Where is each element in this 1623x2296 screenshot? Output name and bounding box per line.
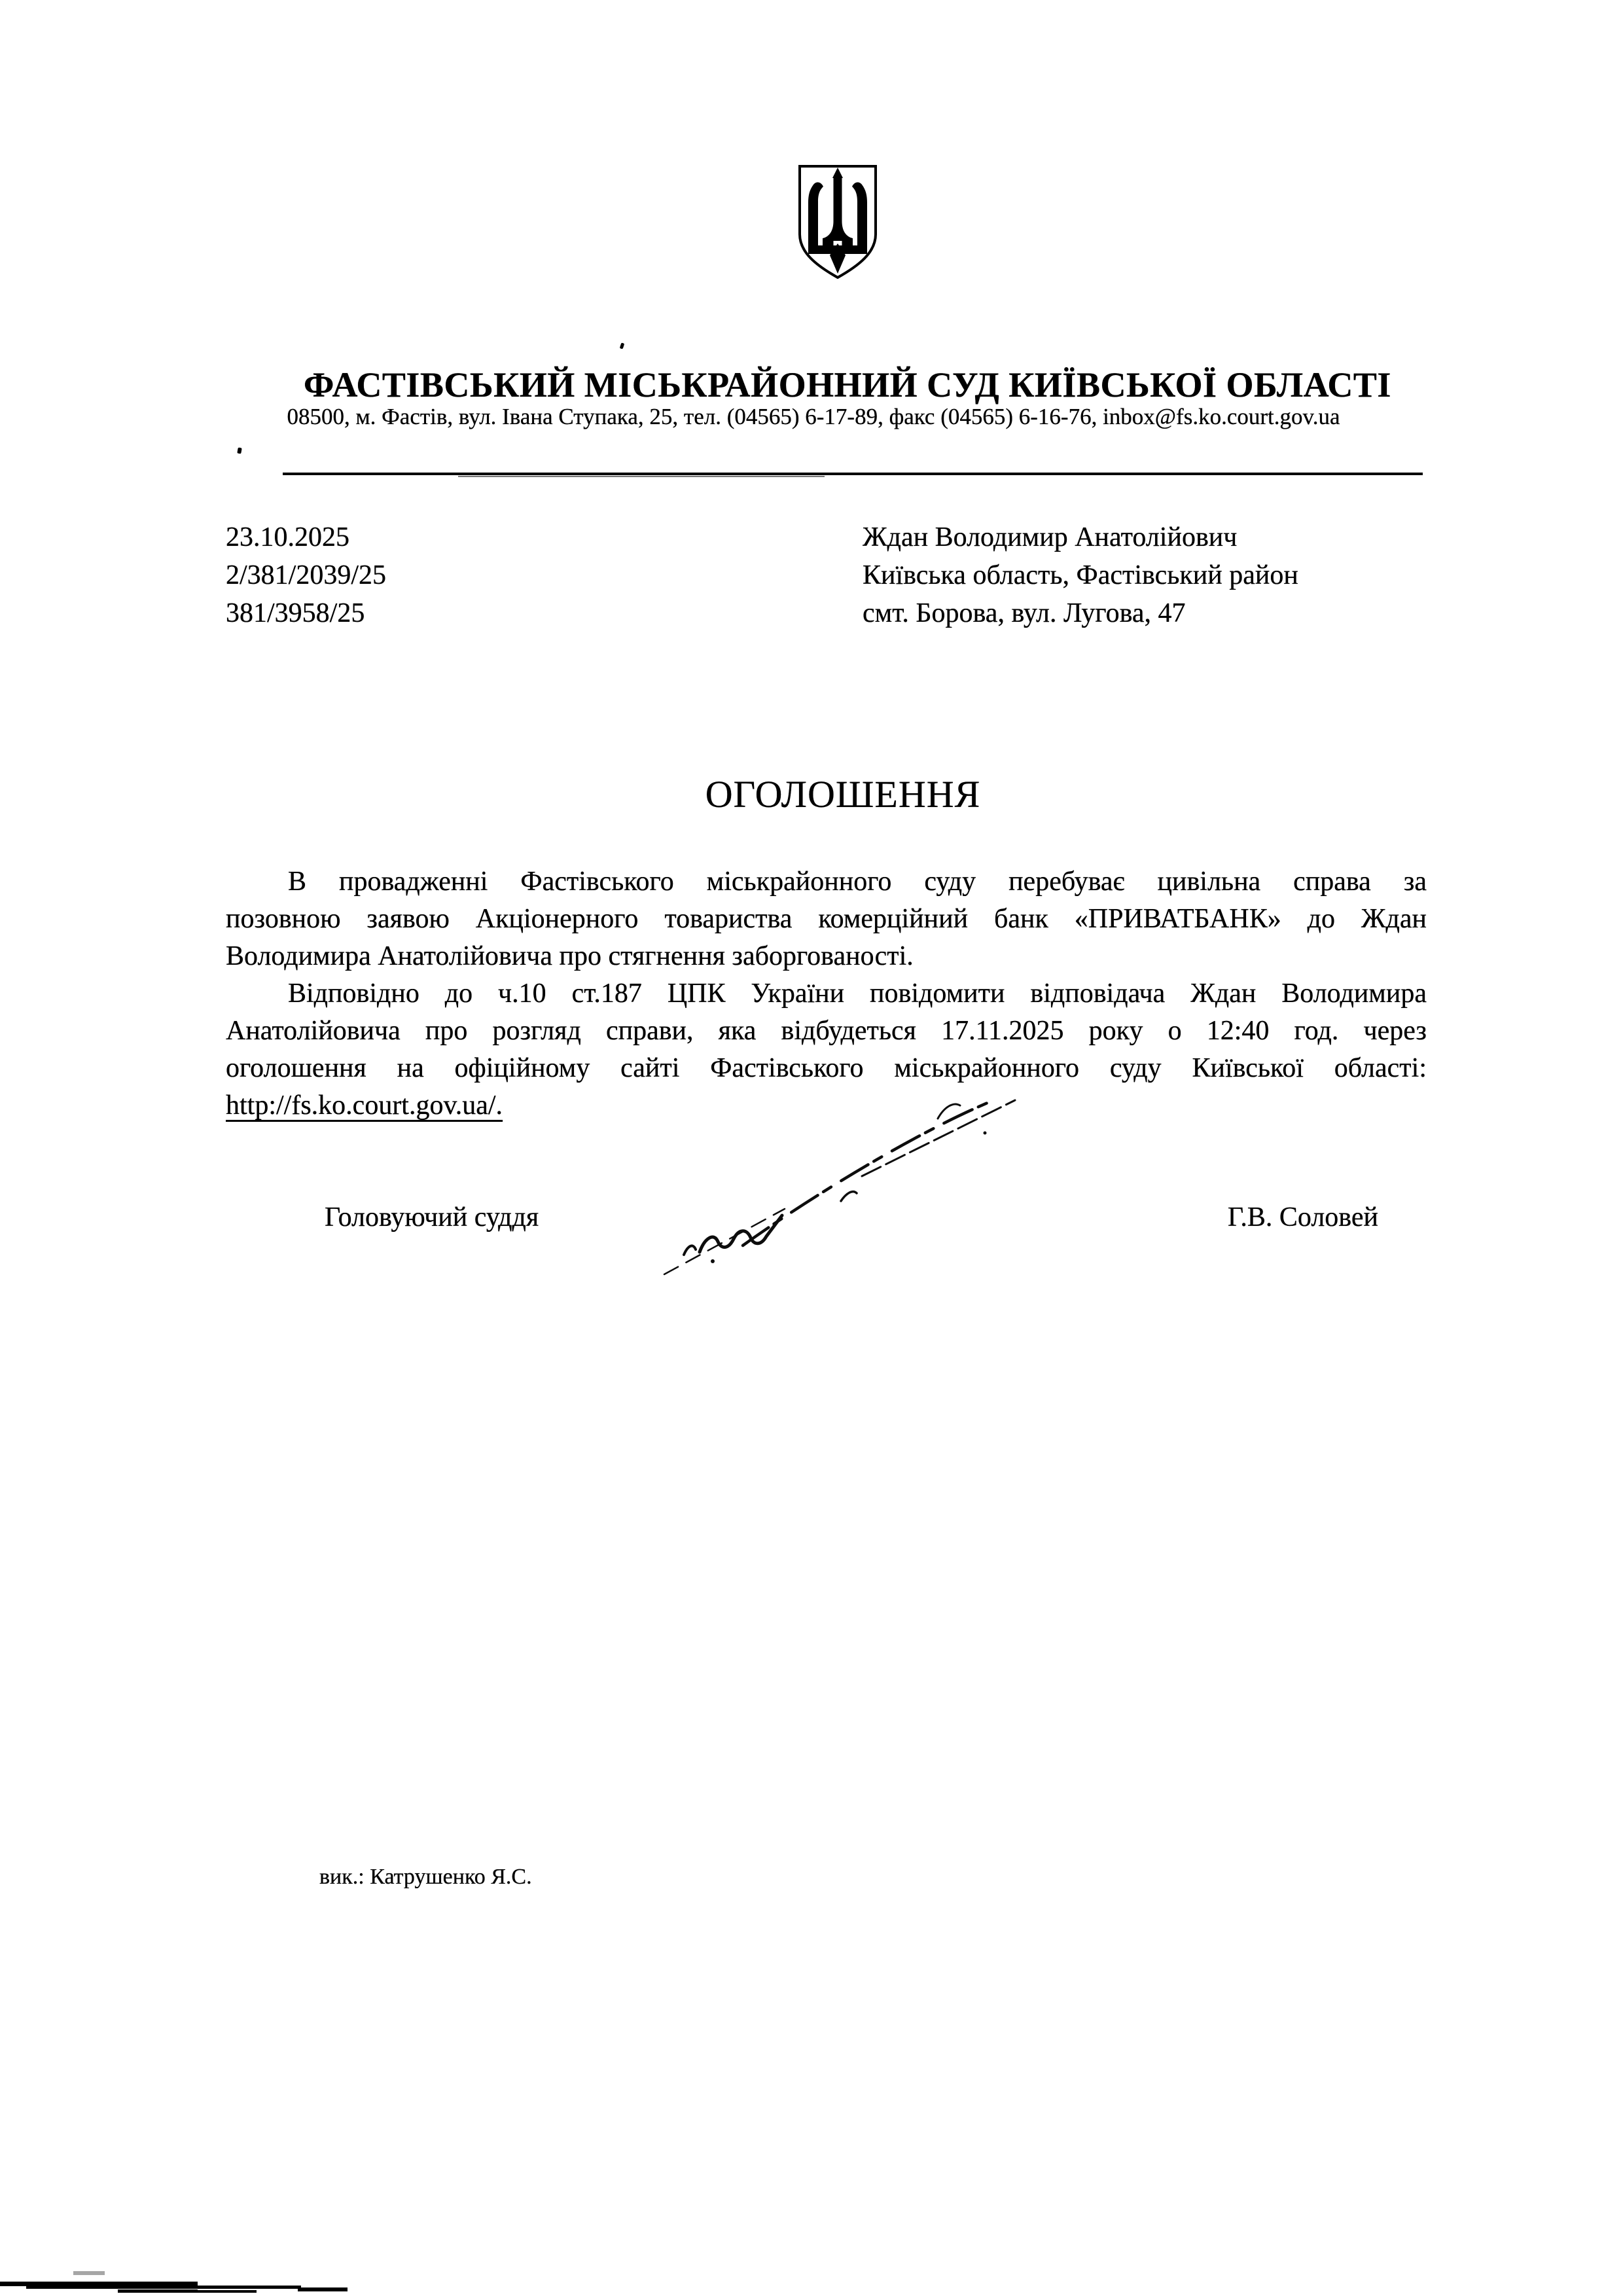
- body-line: оголошення на офіційному сайті Фастівського міськрайонного суду Київської області:: [226, 1053, 1427, 1083]
- scan-artifact-streak: [73, 2271, 105, 2275]
- case-meta-block: [226, 518, 386, 632]
- scan-artifact-streak: [196, 2290, 257, 2293]
- document-title: ОГОЛОШЕННЯ: [705, 773, 981, 816]
- body-line: Володимира Анатолійовича про стягнення заборгованості.: [226, 941, 914, 971]
- scan-artifact-streak: [118, 2289, 198, 2293]
- body-line: В провадженні Фастівського міськрайонного суду перебуває цивільна справа за: [288, 867, 1427, 897]
- scan-speck: [620, 342, 625, 349]
- court-name-heading: ФАСТІВСЬКИЙ МІСЬКРАЙОННИЙ СУД КИЇВСЬКОЇ ОБЛАСТІ: [304, 365, 1391, 404]
- document-date: 23.10.2025: [226, 522, 349, 552]
- court-website-url: http://fs.ko.court.gov.ua/.: [226, 1090, 503, 1121]
- signature-name: Г.В. Соловей: [1227, 1202, 1378, 1232]
- scan-speck: [237, 448, 241, 454]
- scan-artifact-streak: [26, 2286, 301, 2289]
- body-line: позовною заявою Акціонерного товариства комерційний банк «ПРИВАТБАНК» до Ждан: [226, 904, 1427, 934]
- recipient-name: Ждан Володимир Анатолійович: [863, 522, 1238, 552]
- recipient-street: смт. Борова, вул. Лугова, 47: [863, 598, 1186, 628]
- announcement-body: [226, 863, 1427, 1124]
- judge-signature-scribble: [645, 1090, 1077, 1289]
- header-divider-line: [283, 473, 1423, 475]
- recipient-block: [863, 518, 1298, 632]
- body-line: Відповідно до ч.10 ст.187 ЦПК України повідомити відповідача Ждан Володимира: [288, 978, 1427, 1009]
- scan-artifact-streak: [298, 2287, 348, 2291]
- executor-note: вик.: Катрушенко Я.С.: [319, 1865, 532, 1889]
- case-number: 2/381/2039/25: [226, 560, 387, 590]
- case-number: 381/3958/25: [226, 598, 365, 628]
- recipient-region: Київська область, Фастівський район: [863, 560, 1298, 590]
- coat-of-arms-icon: [793, 161, 882, 287]
- court-address-line: 08500, м. Фастів, вул. Івана Ступака, 25, тел. (04565) 6-17-89, факс (04565) 6-16-76, inbox@fs.ko.court.gov.ua: [287, 404, 1340, 429]
- header-divider-scan-echo: [458, 476, 825, 477]
- body-line: Анатолійовича про розгляд справи, яка відбудеться 17.11.2025 року о 12:40 год. через: [226, 1016, 1427, 1046]
- signature-role-label: Головуючий суддя: [325, 1202, 539, 1232]
